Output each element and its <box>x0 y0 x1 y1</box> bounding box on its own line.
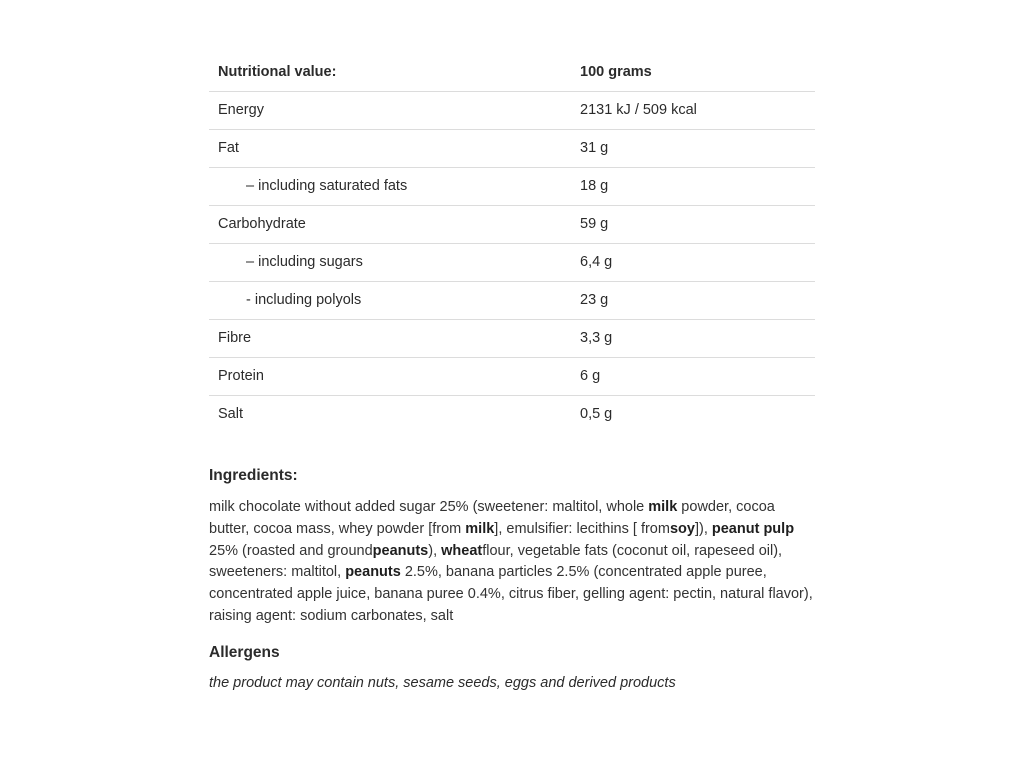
ingredients-heading: Ingredients: <box>209 467 298 484</box>
nutrient-name: Carbohydrate <box>209 205 571 243</box>
ingredient-text-segment: milk chocolate without added sugar 25% (sweetener: maltitol, whole <box>209 499 649 515</box>
allergen-highlight: wheat <box>441 542 483 559</box>
ingredient-text-segment: 2.5%, banana particles 2.5% (concentrated apple puree, concentrated apple juice, banana puree 0.4%, citrus fiber, gelling agent: pectin, natural flavor), raising agent: sodium carbonates, salt <box>209 564 813 624</box>
nutrient-value: 3,3 g <box>571 319 815 357</box>
nutrition-table <box>209 54 815 433</box>
nutrition-row-polyols <box>209 281 815 319</box>
product-info <box>209 54 815 691</box>
nutrient-name: Protein <box>209 357 571 395</box>
nutrient-value: 59 g <box>571 205 815 243</box>
nutrient-value: 18 g <box>571 167 815 205</box>
nutrient-name: – including saturated fats <box>209 167 571 205</box>
nutrition-row-fibre <box>209 319 815 357</box>
nutrition-row-energy <box>209 91 815 129</box>
nutrient-name: - including polyols <box>209 281 571 319</box>
nutrient-name: – including sugars <box>209 243 571 281</box>
nutrient-name: Salt <box>218 406 243 423</box>
nutrient-name: Fat <box>209 129 571 167</box>
ingredient-text-segment: 25% (roasted and ground <box>209 542 373 559</box>
allergen-highlight: peanuts <box>372 542 429 559</box>
ingredient-text-segment: ), <box>428 542 442 559</box>
nutrition-row-sugars <box>209 243 815 281</box>
nutrition-row-protein <box>209 357 815 395</box>
nutrient-value: 2131 kJ / 509 kcal <box>571 91 815 129</box>
nutrition-header-label: Nutritional value: <box>209 54 571 91</box>
nutrient-value: 6 g <box>571 357 815 395</box>
allergen-highlight: milk <box>465 520 495 537</box>
ingredient-text-segment: flour, vegetable fats (coconut oil, rapeseed oil), sweeteners: maltitol, <box>209 542 783 581</box>
nutrient-name: Fibre <box>209 319 571 357</box>
nutrient-value: 31 g <box>571 129 815 167</box>
nutrient-value: 23 g <box>571 281 815 319</box>
nutrient-value: 0,5 g <box>580 406 613 423</box>
nutrient-name: Energy <box>209 91 571 129</box>
ingredients-text <box>209 497 815 628</box>
allergen-highlight: milk <box>648 499 678 515</box>
ingredient-text-segment: powder, cocoa butter, cocoa mass, whey powder [from <box>209 499 775 537</box>
ingredient-text-segment: ]), <box>694 520 712 537</box>
nutrient-value: 6,4 g <box>571 243 815 281</box>
nutrition-header-row <box>209 54 815 91</box>
nutrition-row-salt <box>209 395 815 433</box>
ingredient-text-segment: ], emulsifier: lecithins [ from <box>494 520 670 537</box>
allergens-heading: Allergens <box>209 643 280 661</box>
nutrition-row-carbohydrate <box>209 205 815 243</box>
nutrition-row-fat <box>209 129 815 167</box>
allergen-highlight: peanuts <box>345 564 401 581</box>
nutrition-row-saturated-fats <box>209 167 815 205</box>
nutrition-header-amount: 100 grams <box>571 54 815 91</box>
allergens-text: the product may contain nuts, sesame seeds, eggs and derived products <box>209 674 676 691</box>
allergen-highlight: peanut pulp <box>711 520 795 537</box>
allergen-highlight: soy <box>669 520 695 537</box>
